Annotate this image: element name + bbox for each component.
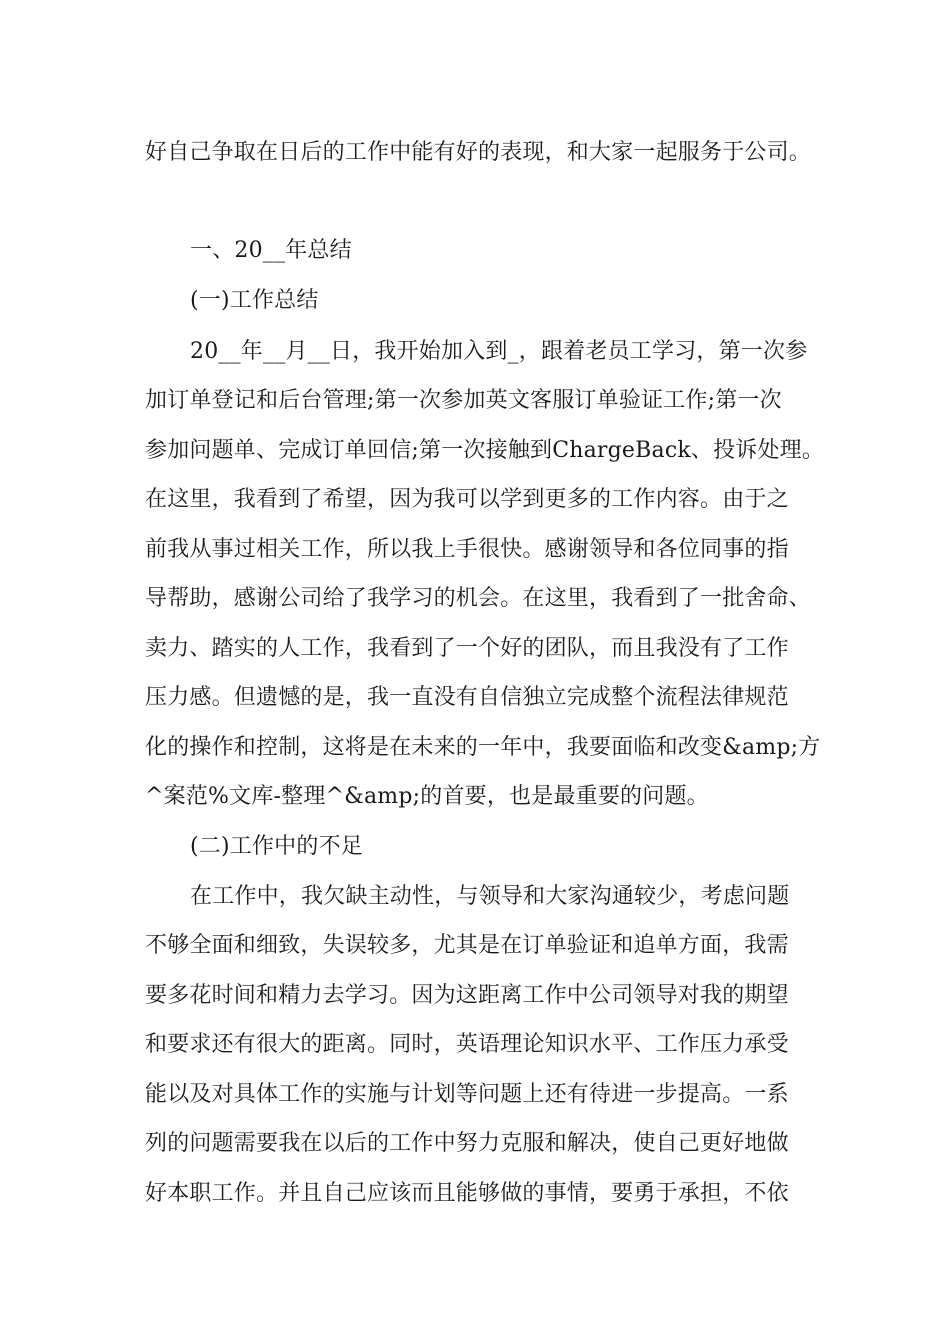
paragraph-line: 好本职工作。并且自己应该而且能够做的事情，要勇于承担，不依 <box>145 1181 789 1206</box>
paragraph-line: 好自己争取在日后的工作中能有好的表现，和大家一起服务于公司。 <box>145 140 812 165</box>
paragraph-line: 卖力、踏实的人工作，我看到了一个好的团队，而且我没有了工作 <box>145 636 789 661</box>
paragraph-line: 导帮助，感谢公司给了我学习的机会。在这里，我看到了一批舍命、 <box>145 586 812 611</box>
paragraph-line: 20__年__月__日，我开始加入到_，跟着老员工学习，第一次参 <box>190 339 808 364</box>
paragraph-line: 不够全面和细致，失误较多，尤其是在订单验证和追单方面，我需 <box>145 933 789 958</box>
paragraph-line: 在这里，我看到了希望，因为我可以学到更多的工作内容。由于之 <box>145 487 789 512</box>
paragraph-line: 压力感。但遗憾的是，我一直没有自信独立完成整个流程法律规范 <box>145 685 789 710</box>
paragraph-line: 前我从事过相关工作，所以我上手很快。感谢领导和各位同事的指 <box>145 537 789 562</box>
subsection-heading: (一)工作总结 <box>190 288 319 313</box>
paragraph-line: 参加问题单、完成订单回信;第一次接触到ChargeBack、投诉处理。 <box>145 438 825 463</box>
paragraph-line: 能以及对具体工作的实施与计划等问题上还有待进一步提高。一系 <box>145 1082 789 1107</box>
paragraph-line: 加订单登记和后台管理;第一次参加英文客服订单验证工作;第一次 <box>145 388 782 413</box>
paragraph-line: 列的问题需要我在以后的工作中努力克服和解决，使自己更好地做 <box>145 1131 789 1156</box>
subsection-heading: (二)工作中的不足 <box>190 834 363 859</box>
paragraph-line: 化的操作和控制，这将是在未来的一年中，我要面临和改变&amp;方 <box>145 735 821 760</box>
section-heading: 一、20__年总结 <box>190 238 352 263</box>
paragraph-line: 要多花时间和精力去学习。因为这距离工作中公司领导对我的期望 <box>145 983 789 1008</box>
paragraph-line: 和要求还有很大的距离。同时，英语理论知识水平、工作压力承受 <box>145 1032 789 1057</box>
paragraph-line: 在工作中，我欠缺主动性，与领导和大家沟通较少，考虑问题 <box>190 884 790 909</box>
paragraph-line: ^案范%文库-整理^&amp;的首要，也是最重要的问题。 <box>145 784 709 809</box>
